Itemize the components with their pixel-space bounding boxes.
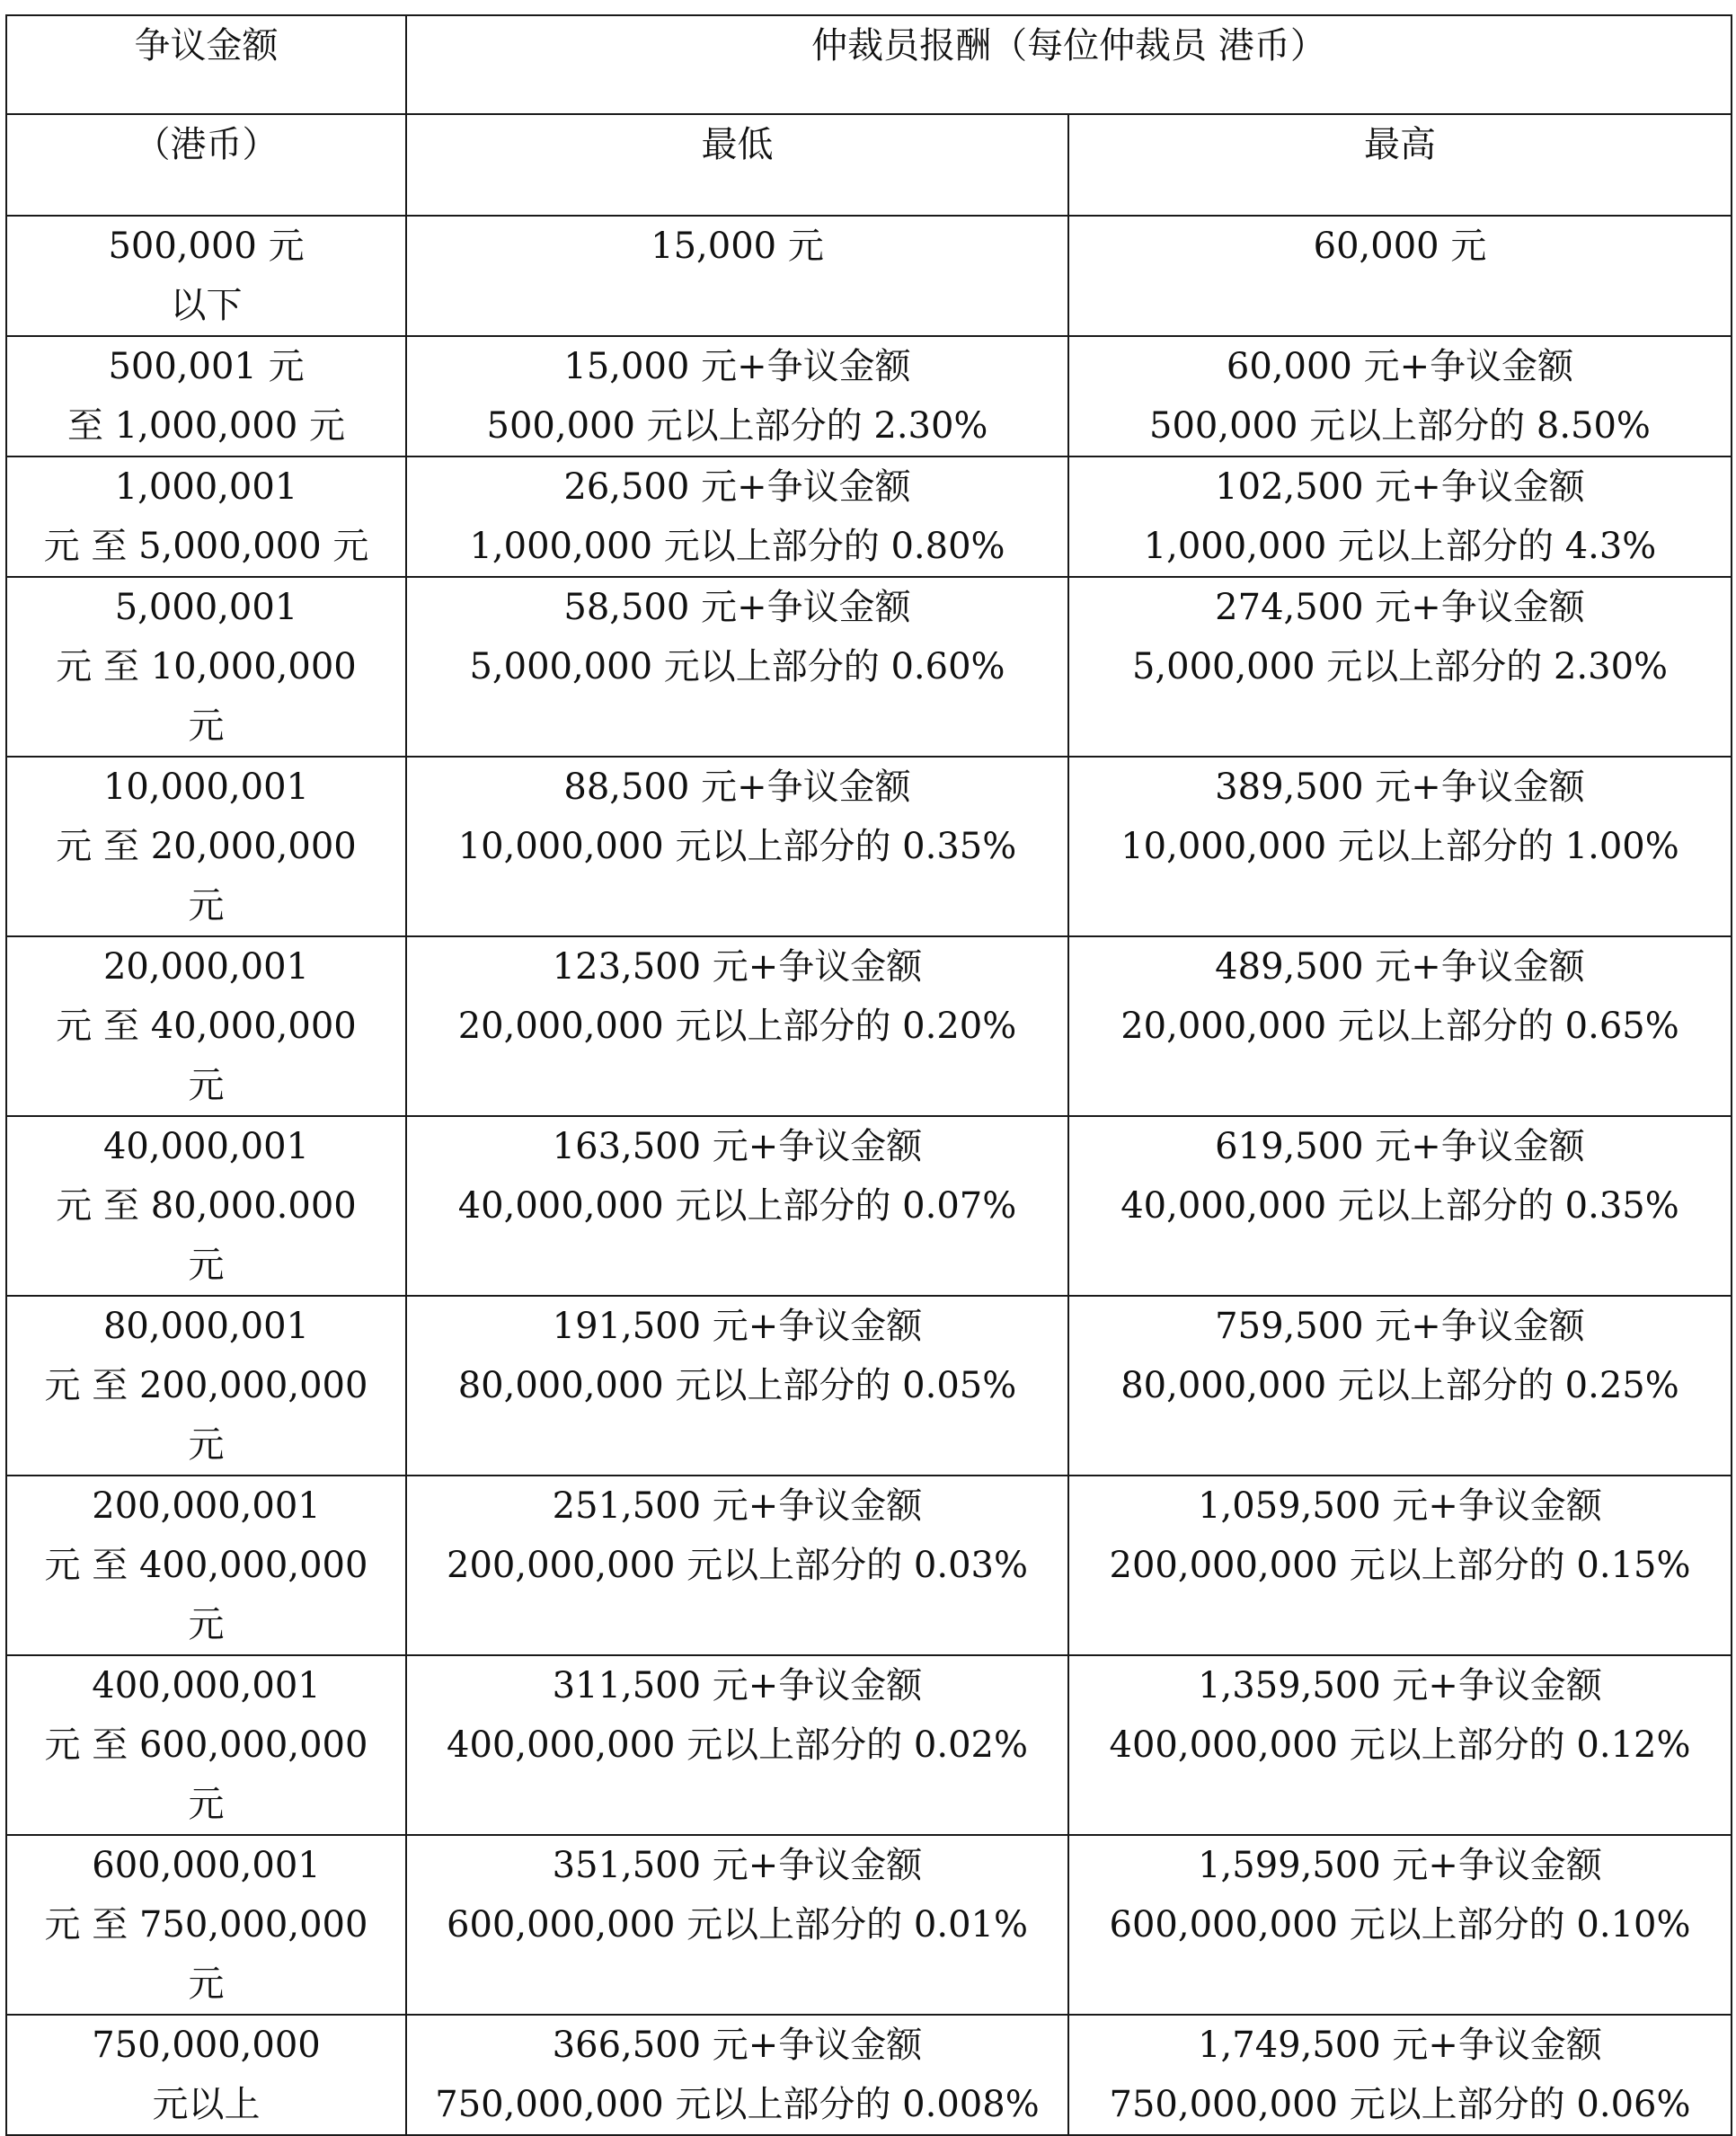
fee-title-header: 仲裁员报酬（每位仲裁员 港币）	[406, 15, 1732, 114]
max-fee-rate: 750,000,000 元以上部分的 0.06%	[1109, 2084, 1691, 2125]
dispute-amount-cell: 750,000,000 元以上	[6, 2015, 406, 2135]
min-fee-cell	[406, 757, 1068, 936]
min-fee-base: 191,500 元+争议金额	[552, 1306, 923, 1347]
max-fee-rate: 10,000,000 元以上部分的 1.00%	[1120, 826, 1679, 867]
table-row	[6, 1835, 1732, 2015]
header-row-2	[6, 114, 1732, 216]
arbitrator-fee-table	[5, 14, 1732, 2136]
max-fee-base: 759,500 元+争议金额	[1215, 1306, 1585, 1347]
max-fee-cell	[1068, 577, 1732, 757]
max-fee-base: 389,500 元+争议金额	[1215, 767, 1585, 808]
table-row	[6, 336, 1732, 456]
max-fee-cell	[1068, 1835, 1732, 2015]
min-fee-rate: 500,000 元以上部分的 2.30%	[486, 405, 988, 447]
max-fee-cell	[1068, 2015, 1732, 2135]
max-fee-cell	[1068, 336, 1732, 456]
min-fee-cell	[406, 1476, 1068, 1655]
min-fee-cell	[406, 1655, 1068, 1835]
max-fee-cell	[1068, 936, 1732, 1116]
min-fee-base: 366,500 元+争议金额	[552, 2025, 923, 2066]
min-fee-base: 123,500 元+争议金额	[552, 946, 923, 988]
max-fee-base: 1,599,500 元+争议金额	[1198, 1845, 1602, 1886]
dispute-amount-cell: 40,000,001 元 至 80,000.000 元	[6, 1116, 406, 1296]
min-header: 最低	[406, 114, 1068, 216]
min-fee-base: 163,500 元+争议金额	[552, 1126, 923, 1167]
min-fee-base: 251,500 元+争议金额	[552, 1485, 923, 1527]
max-fee-cell	[1068, 1655, 1732, 1835]
min-fee-rate: 20,000,000 元以上部分的 0.20%	[457, 1006, 1017, 1047]
max-fee-base: 1,059,500 元+争议金额	[1198, 1485, 1602, 1527]
dispute-amount-cell: 80,000,001 元 至 200,000,000 元	[6, 1296, 406, 1476]
min-fee-rate: 40,000,000 元以上部分的 0.07%	[457, 1185, 1017, 1227]
max-fee-base: 60,000 元	[1313, 226, 1487, 267]
min-fee-cell	[406, 336, 1068, 456]
max-fee-rate: 600,000,000 元以上部分的 0.10%	[1109, 1904, 1691, 1945]
table-row	[6, 2015, 1732, 2135]
dispute-amount-cell: 200,000,001 元 至 400,000,000 元	[6, 1476, 406, 1655]
min-fee-base: 15,000 元	[651, 226, 824, 267]
min-fee-base: 15,000 元+争议金额	[563, 346, 911, 387]
max-fee-rate: 200,000,000 元以上部分的 0.15%	[1109, 1545, 1691, 1586]
max-fee-rate: 500,000 元以上部分的 8.50%	[1149, 405, 1651, 447]
max-fee-rate: 20,000,000 元以上部分的 0.65%	[1120, 1006, 1679, 1047]
dispute-amount-cell: 500,000 元 以下	[6, 216, 406, 336]
table-row	[6, 757, 1732, 936]
min-fee-rate: 750,000,000 元以上部分的 0.008%	[435, 2084, 1040, 2125]
max-fee-cell	[1068, 1476, 1732, 1655]
max-fee-rate: 5,000,000 元以上部分的 2.30%	[1131, 646, 1669, 687]
min-fee-cell	[406, 2015, 1068, 2135]
max-fee-rate: 1,000,000 元以上部分的 4.3%	[1143, 526, 1657, 567]
min-fee-cell	[406, 456, 1068, 577]
table-row	[6, 456, 1732, 577]
min-fee-rate: 80,000,000 元以上部分的 0.05%	[457, 1365, 1017, 1406]
min-fee-cell	[406, 1835, 1068, 2015]
dispute-amount-cell: 500,001 元 至 1,000,000 元	[6, 336, 406, 456]
min-fee-rate: 1,000,000 元以上部分的 0.80%	[469, 526, 1005, 567]
dispute-amount-cell: 400,000,001 元 至 600,000,000 元	[6, 1655, 406, 1835]
max-fee-base: 1,359,500 元+争议金额	[1198, 1665, 1602, 1706]
max-fee-base: 619,500 元+争议金额	[1215, 1126, 1585, 1167]
table-row	[6, 936, 1732, 1116]
min-fee-base: 311,500 元+争议金额	[552, 1665, 923, 1706]
min-fee-base: 58,500 元+争议金额	[563, 587, 911, 628]
max-header: 最高	[1068, 114, 1732, 216]
dispute-amount-cell: 10,000,001 元 至 20,000,000 元	[6, 757, 406, 936]
min-fee-rate: 200,000,000 元以上部分的 0.03%	[447, 1545, 1028, 1586]
max-fee-base: 274,500 元+争议金额	[1215, 587, 1585, 628]
max-fee-base: 60,000 元+争议金额	[1226, 346, 1574, 387]
min-fee-cell	[406, 577, 1068, 757]
dispute-amount-cell: 5,000,001 元 至 10,000,000 元	[6, 577, 406, 757]
max-fee-cell	[1068, 216, 1732, 336]
table-row	[6, 577, 1732, 757]
min-fee-cell	[406, 1296, 1068, 1476]
max-fee-cell	[1068, 1116, 1732, 1296]
min-fee-base: 88,500 元+争议金额	[563, 767, 911, 808]
min-fee-base: 351,500 元+争议金额	[552, 1845, 923, 1886]
table-row	[6, 216, 1732, 336]
table-row	[6, 1655, 1732, 1835]
max-fee-rate: 40,000,000 元以上部分的 0.35%	[1120, 1185, 1679, 1227]
max-fee-base: 102,500 元+争议金额	[1215, 466, 1585, 508]
table-row	[6, 1116, 1732, 1296]
max-fee-rate: 80,000,000 元以上部分的 0.25%	[1120, 1365, 1679, 1406]
min-fee-rate: 10,000,000 元以上部分的 0.35%	[457, 826, 1017, 867]
dispute-amount-header: 争议金额	[6, 15, 406, 114]
table-row	[6, 1476, 1732, 1655]
max-fee-base: 1,749,500 元+争议金额	[1198, 2025, 1602, 2066]
min-fee-cell	[406, 936, 1068, 1116]
dispute-amount-cell: 600,000,001 元 至 750,000,000 元	[6, 1835, 406, 2015]
dispute-amount-cell: 20,000,001 元 至 40,000,000 元	[6, 936, 406, 1116]
dispute-amount-cell: 1,000,001 元 至 5,000,000 元	[6, 456, 406, 577]
min-fee-rate: 600,000,000 元以上部分的 0.01%	[447, 1904, 1028, 1945]
min-fee-cell	[406, 1116, 1068, 1296]
table-row	[6, 1296, 1732, 1476]
min-fee-rate: 5,000,000 元以上部分的 0.60%	[469, 646, 1005, 687]
max-fee-cell	[1068, 757, 1732, 936]
max-fee-base: 489,500 元+争议金额	[1215, 946, 1585, 988]
min-fee-rate: 400,000,000 元以上部分的 0.02%	[447, 1724, 1028, 1766]
max-fee-cell	[1068, 456, 1732, 577]
max-fee-cell	[1068, 1296, 1732, 1476]
min-fee-cell	[406, 216, 1068, 336]
header-row-1	[6, 15, 1732, 114]
min-fee-base: 26,500 元+争议金额	[563, 466, 911, 508]
dispute-unit-header: （港币）	[6, 114, 406, 216]
max-fee-rate: 400,000,000 元以上部分的 0.12%	[1109, 1724, 1691, 1766]
